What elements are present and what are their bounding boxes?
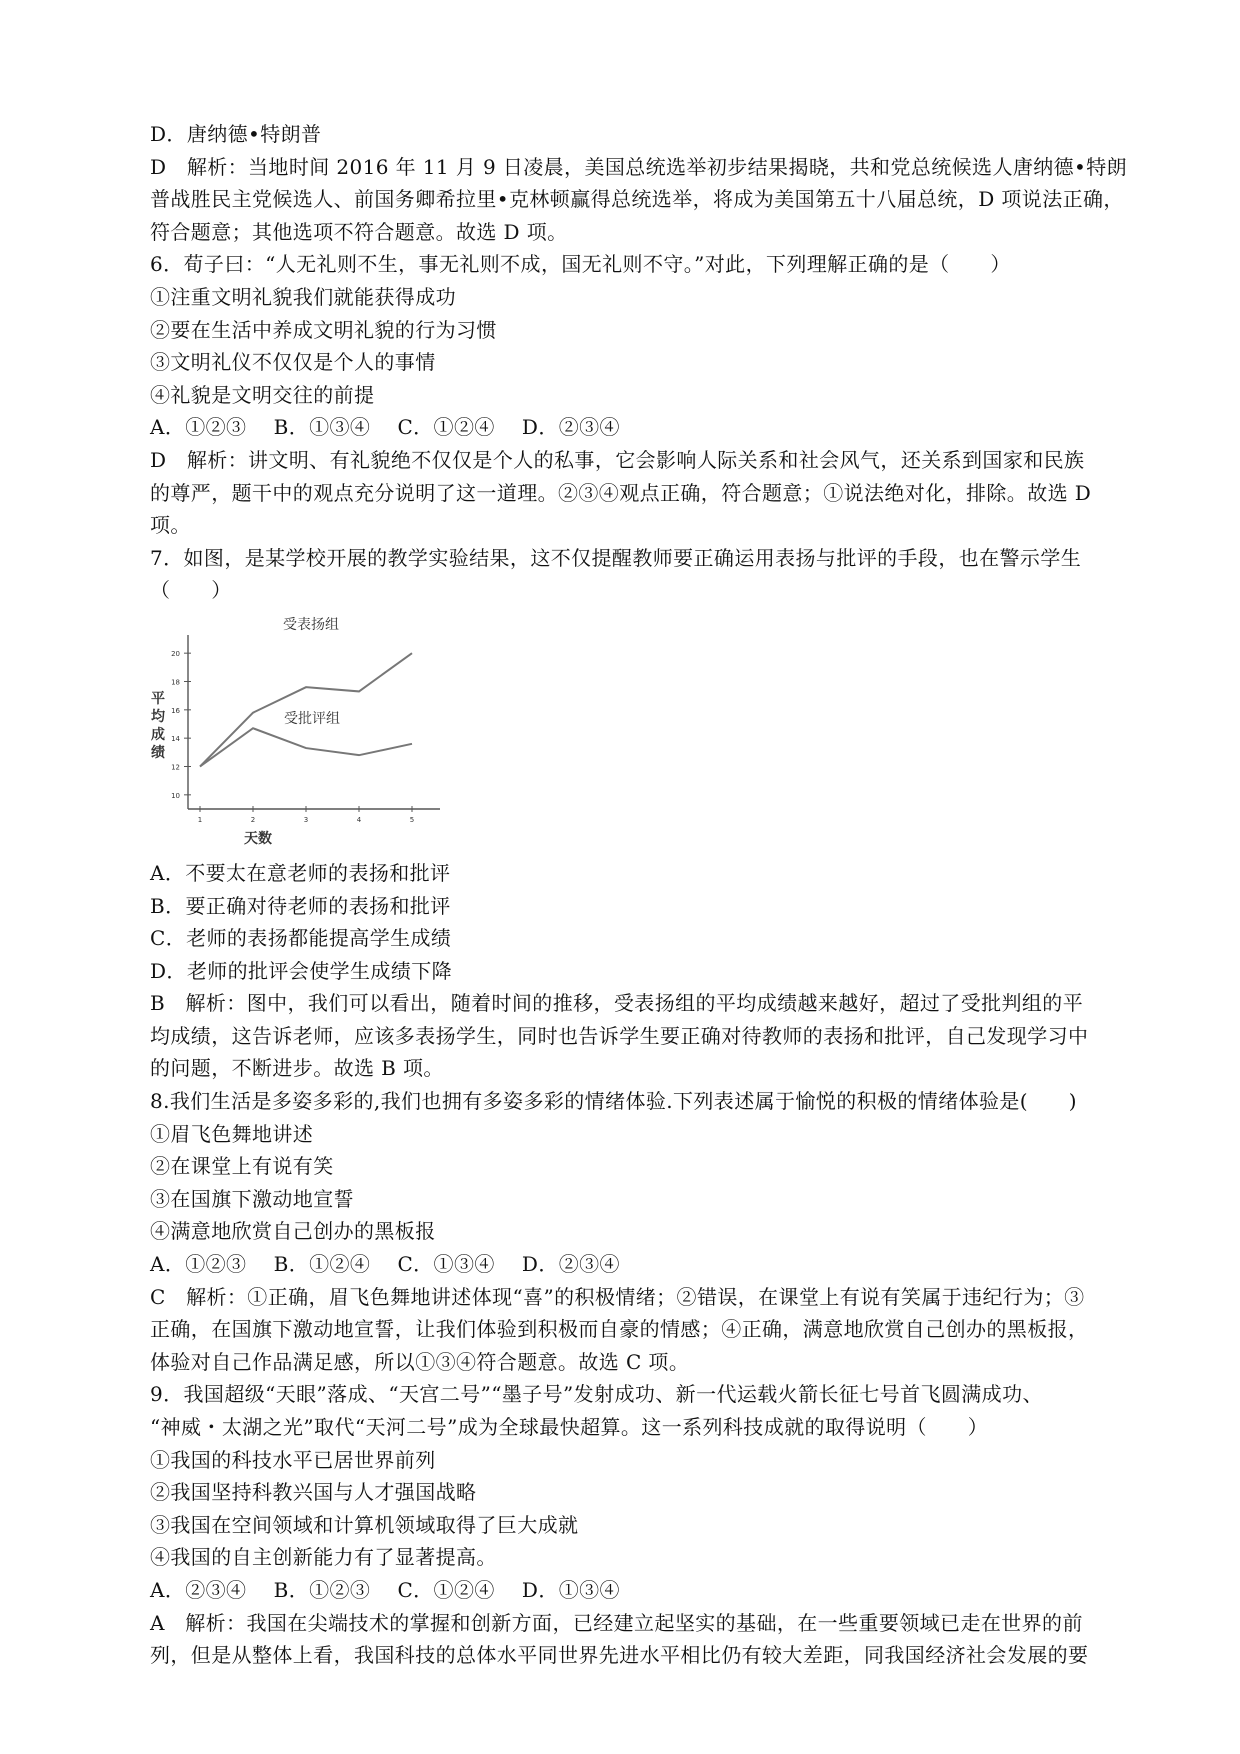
text-line: ②我国坚持科教兴国与人才强国战略 <box>150 1480 477 1505</box>
y-tick-label: 18 <box>171 678 180 687</box>
text-line: 6．荀子曰：“人无礼则不生，事无礼则不成，国无礼则不守。”对此，下列理解正确的是（ ） <box>150 252 1011 277</box>
text-line: ④礼貌是文明交往的前提 <box>150 382 375 407</box>
text-line: 正确，在国旗下激动地宣誓，让我们体验到积极而自豪的情感；④正确，满意地欣赏自己创办的黑板报， <box>150 1317 1089 1342</box>
x-tick-label: 2 <box>250 815 256 824</box>
text-line: B．要正确对待老师的表扬和批评 <box>150 893 451 918</box>
text-line: D 解析：当地时间 2016 年 11 月 9 日凌晨，美国总统选举初步结果揭晓，共和党总统候选人唐纳德•特朗 <box>150 154 1128 179</box>
y-axis-label-char: 成 <box>151 726 165 743</box>
exam-page <box>150 118 1130 1672</box>
series-label-1: 受表扬组 <box>283 616 339 633</box>
text-line: ③我国在空间领域和计算机领域取得了巨大成就 <box>150 1512 579 1537</box>
text-line: 9．我国超级“天眼”落成、“天宫二号”“墨子号”发射成功、新一代运载火箭长征七号首飞圆满成功、 <box>150 1382 1043 1407</box>
text-line: ②要在生活中养成文明礼貌的行为习惯 <box>150 317 497 342</box>
x-axis-label: 天数 <box>244 830 272 847</box>
text-line: D．老师的批评会使学生成绩下降 <box>150 958 453 983</box>
text-line: “神威・太湖之光”取代“天河二号”成为全球最快超算。这一系列科技成就的取得说明（ ） <box>150 1415 989 1439</box>
text-line: 列，但是从整体上看，我国科技的总体水平同世界先进水平相比仍有较大差距，同我国经济社会发展的要 <box>150 1643 1089 1668</box>
y-axis-label-char: 绩 <box>151 744 165 761</box>
x-tick-label: 3 <box>303 815 309 824</box>
text-line: （ ） <box>150 578 232 603</box>
text-line: B 解析：图中，我们可以看出，随着时间的推移，受表扬组的平均成绩越来越好，超过了受批判组的平 <box>150 991 1084 1016</box>
y-tick-label: 20 <box>171 650 180 659</box>
y-axis-label-char: 平 <box>151 690 165 707</box>
text-line: 7．如图，是某学校开展的教学实验结果，这不仅提醒教师要正确运用表扬与批评的手段，也在警示学生 <box>150 545 1082 570</box>
text-line: 的问题，不断进步。故选 B 项。 <box>150 1056 444 1081</box>
line-chart-figure <box>140 611 540 851</box>
text-line: 普战胜民主党候选人、前国务卿希拉里•克林顿赢得总统选举，将成为美国第五十八届总统，D 项说法正确， <box>150 187 1124 212</box>
text-line: ①我国的科技水平已居世界前列 <box>150 1447 436 1472</box>
y-tick-label: 16 <box>171 706 180 715</box>
text-line: 均成绩，这告诉老师，应该多表扬学生，同时也告诉学生要正确对待教师的表扬和批评，自己发现学习中 <box>150 1023 1089 1048</box>
text-line: A．①②③ B．①②④ C．①③④ D．②③④ <box>150 1252 620 1277</box>
y-axis-label-char: 均 <box>151 708 165 725</box>
line-chart <box>140 611 540 851</box>
text-line: ③文明礼仪不仅仅是个人的事情 <box>150 350 436 375</box>
text-line: ①眉飞色舞地讲述 <box>150 1121 314 1146</box>
text-line: 的尊严，题干中的观点充分说明了这一道理。②③④观点正确，符合题意；①说法绝对化，排除。故选 D <box>150 480 1092 505</box>
text-line: ③在国旗下激动地宣誓 <box>150 1186 354 1211</box>
text-line: 体验对自己作品满足感，所以①③④符合题意。故选 C 项。 <box>150 1349 690 1374</box>
x-tick-label: 1 <box>197 815 203 824</box>
text-line: D 解析：讲文明、有礼貌绝不仅仅是个人的私事，它会影响人际关系和社会风气，还关系到国家和民族 <box>150 447 1085 472</box>
text-line: A．①②③ B．①③④ C．①②④ D．②③④ <box>150 415 620 440</box>
text-line: A．不要太在意老师的表扬和批评 <box>150 860 451 885</box>
text-block-top <box>150 118 1130 607</box>
text-line: ④满意地欣赏自己创办的黑板报 <box>150 1219 436 1244</box>
x-tick-label: 4 <box>356 815 362 824</box>
text-line: ②在课堂上有说有笑 <box>150 1154 334 1179</box>
text-line: C 解析：①正确，眉飞色舞地讲述体现“喜”的积极情绪；②错误，在课堂上有说有笑属于违纪行为；③ <box>150 1284 1085 1309</box>
text-line: ①注重文明礼貌我们就能获得成功 <box>150 284 456 309</box>
series-line-1 <box>200 653 412 766</box>
text-line: D．唐纳德•特朗普 <box>150 122 322 146</box>
text-block-bottom <box>150 857 1130 1672</box>
text-line: A．②③④ B．①②③ C．①②④ D．①③④ <box>150 1577 620 1602</box>
text-line: 符合题意；其他选项不符合题意。故选 D 项。 <box>150 219 568 244</box>
y-tick-label: 14 <box>171 735 180 744</box>
text-line: C．老师的表扬都能提高学生成绩 <box>150 926 452 951</box>
text-line: 8.我们生活是多姿多彩的,我们也拥有多姿多彩的情绪体验.下列表述属于愉悦的积极的情绪体验是( ) <box>150 1089 1078 1114</box>
text-line: A 解析：我国在尖端技术的掌握和创新方面，已经建立起坚实的基础，在一些重要领域已走在世界的前 <box>150 1610 1083 1635</box>
text-line: 项。 <box>150 513 191 538</box>
x-tick-label: 5 <box>409 815 415 824</box>
series-label-2: 受批评组 <box>284 710 340 727</box>
y-tick-label: 12 <box>171 763 180 772</box>
text-line: ④我国的自主创新能力有了显著提高。 <box>150 1545 497 1570</box>
y-tick-label: 10 <box>171 791 180 800</box>
